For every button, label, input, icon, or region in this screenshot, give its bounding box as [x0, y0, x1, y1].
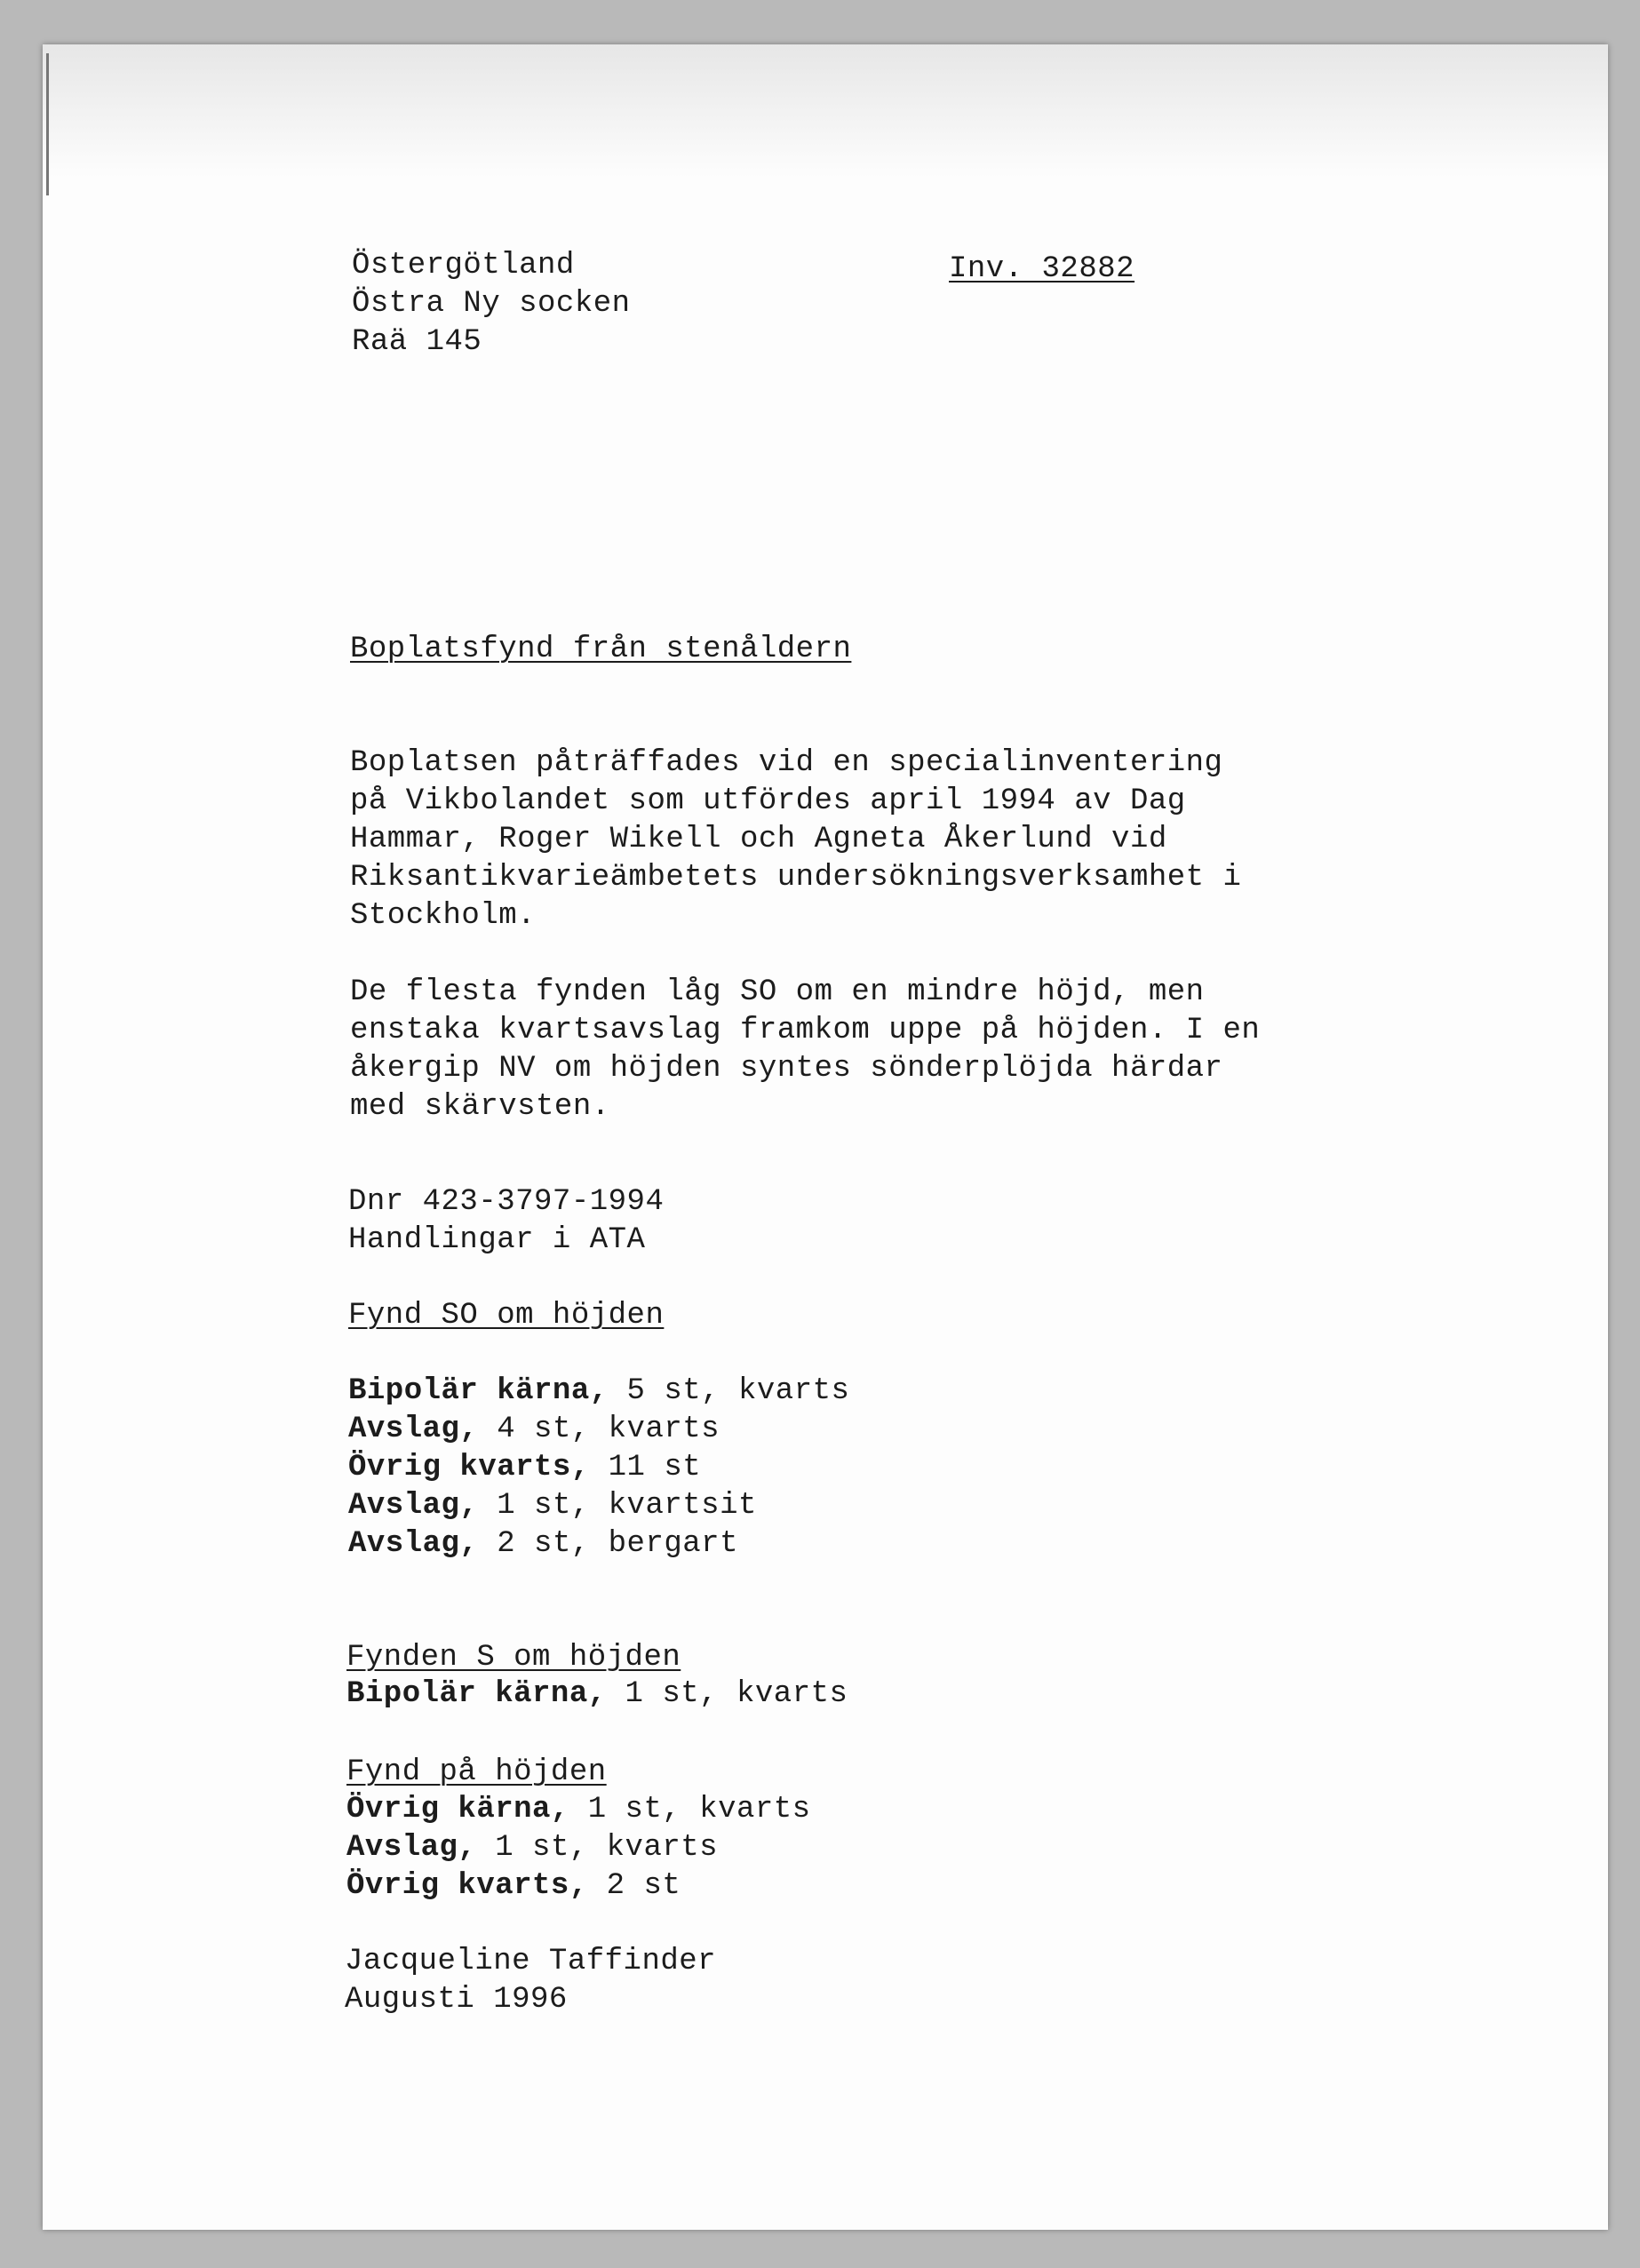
find-list: [348, 1373, 849, 1564]
author-name: Jacqueline Taffinder: [345, 1945, 717, 1978]
find-name: Bipolär kärna,: [346, 1677, 607, 1711]
paragraph-line: Boplatsen påträffades vid en specialinventering: [350, 746, 1223, 780]
paragraph-discovery: [350, 744, 1241, 935]
find-name: Avslag,: [346, 1831, 477, 1865]
paragraph-line: Stockholm.: [350, 899, 537, 933]
find-name: Avslag,: [348, 1527, 479, 1561]
location-parish: Östra Ny socken: [352, 287, 631, 321]
find-item: [346, 1791, 811, 1829]
find-detail: 5 st, kvarts: [608, 1374, 850, 1408]
paragraph-line: Riksantikvarieämbetets undersökningsverksamhet i: [350, 861, 1242, 895]
find-detail: 1 st, kvarts: [476, 1831, 719, 1865]
find-list: [346, 1675, 848, 1714]
paragraph-line: Hammar, Roger Wikell och Agneta Åkerlund vid: [350, 823, 1167, 856]
reference-block: [348, 1183, 664, 1260]
section-heading: Fynd SO om höjden: [348, 1299, 665, 1333]
inventory-number: Inv. 32882: [949, 252, 1135, 286]
document-title: Boplatsfynd från stenåldern: [350, 633, 852, 666]
paragraph-findings: [350, 974, 1260, 1126]
find-detail: 11 st: [589, 1451, 702, 1484]
paragraph-line: enstaka kvartsavslag framkom uppe på höjden. I en: [350, 1014, 1261, 1047]
find-item: [348, 1487, 849, 1525]
find-detail: 1 st, kvartsit: [478, 1489, 757, 1523]
find-name: Övrig kvarts,: [348, 1451, 590, 1484]
find-item: [348, 1411, 849, 1449]
find-name: Avslag,: [348, 1489, 479, 1523]
section-heading: Fynd på höjden: [346, 1755, 607, 1789]
paragraph-line: åkergip NV om höjden syntes sönderplöjda härdar: [350, 1052, 1223, 1086]
find-detail: 4 st, kvarts: [478, 1413, 720, 1446]
document-page: [43, 44, 1608, 2230]
location-raa: Raä 145: [352, 325, 482, 359]
paragraph-line: på Vikbolandet som utfördes april 1994 av Dag: [350, 784, 1186, 818]
section-heading: Fynden S om höjden: [346, 1641, 681, 1675]
location-block: [352, 247, 631, 362]
document-date: Augusti 1996: [345, 1983, 568, 2017]
location-region: Östergötland: [352, 249, 575, 283]
find-name: Avslag,: [348, 1413, 479, 1446]
signature-block: [345, 1943, 716, 2019]
find-list: [346, 1791, 811, 1906]
find-item: [346, 1675, 848, 1714]
find-detail: 1 st, kvarts: [606, 1677, 848, 1711]
find-item: [348, 1373, 849, 1411]
reference-dnr: Dnr 423-3797-1994: [348, 1185, 665, 1219]
find-detail: 2 st, bergart: [478, 1527, 738, 1561]
scan-shadow: [43, 44, 1608, 178]
reference-archive: Handlingar i ATA: [348, 1223, 646, 1257]
find-item: [348, 1449, 849, 1487]
find-name: Bipolär kärna,: [348, 1374, 609, 1408]
find-name: Övrig kärna,: [346, 1793, 569, 1826]
find-item: [346, 1867, 811, 1906]
paragraph-line: De flesta fynden låg SO om en mindre höjd, men: [350, 975, 1205, 1009]
find-name: Övrig kvarts,: [346, 1869, 588, 1903]
find-detail: 2 st: [587, 1869, 681, 1903]
find-item: [348, 1525, 849, 1564]
find-detail: 1 st, kvarts: [569, 1793, 811, 1826]
paragraph-line: med skärvsten.: [350, 1090, 610, 1124]
scan-edge-mark: [46, 53, 49, 195]
find-item: [346, 1829, 811, 1867]
